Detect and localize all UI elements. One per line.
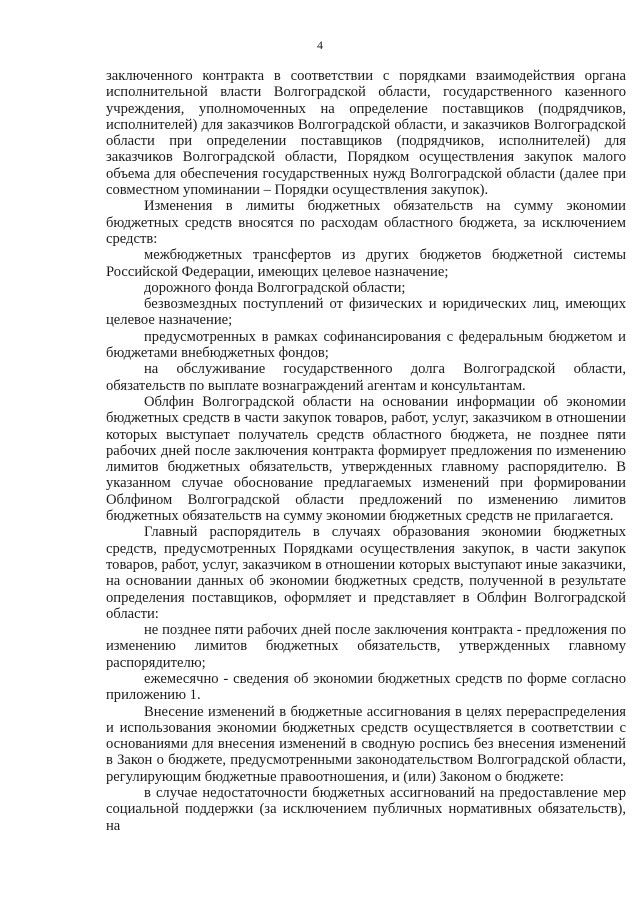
paragraph: Главный распорядитель в случаях образования экономии бюджетных средств, предусмотренных Порядками осуществления закупок, в части закупок товаров, работ, услуг, заказчиком в отношении которых выступают иные заказчики, на основании данных об экономии бюджетных средств, полученной в результате определения поставщиков, оформляет и представляет в Облфин Волгоградской области: [106,524,626,622]
paragraph: дорожного фонда Волгоградской области; [144,279,406,296]
paragraph: на обслуживание государственного долга Волгоградской области, обязательств по выплате вознаграждений агентам и консультантам. [106,361,626,394]
paragraph: Внесение изменений в бюджетные ассигнования в целях перераспределения и использования экономии бюджетных средств осуществляется в соответствии с основаниями для внесения изменений в сводную роспись без внесения изменений в Закон о бюджете, предусмотренными законодательством Волгоградской области, регулирующим бюджетные правоотношения, и (или) Законом о бюджете: [106,703,626,785]
paragraph: не позднее пяти рабочих дней после заключения контракта - предложения по изменению лимитов бюджетных обязательств, утвержденных главному распорядителю; [106,622,626,671]
paragraph: предусмотренных в рамках софинансирования с федеральным бюджетом и бюджетами внебюджетных фондов; [106,328,626,362]
page-number: 4 [317,38,323,52]
paragraph: межбюджетных трансфертов из других бюджетов бюджетной системы Российской Федерации, имеющих целевое назначение; [106,247,626,280]
paragraph: Облфин Волгоградской области на основании информации об экономии бюджетных средств в части закупок товаров, работ, услуг, заказчиком в отношении которых выступает получатель средств областного бюджета, не позднее пяти рабочих дней после заключения контракта формирует предложения по изменению лимитов бюджетных обязательств, утвержденных главному распорядителю. В указанном случае обоснование предлагаемых изменений при формировании Облфином Волгоградской области предложений по изменению лимитов бюджетных обязательств на сумму экономии бюджетных средств не прилагается. [106,393,626,525]
paragraph: Изменения в лимиты бюджетных обязательств на сумму экономии бюджетных средств вносятся по расходам областного бюджета, за исключением средств: [106,198,626,247]
paragraph: безвозмездных поступлений от физических и юридических лиц, имеющих целевое назначение; [106,296,626,329]
paragraph: ежемесячно - сведения об экономии бюджетных средств по форме согласно приложению 1. [106,670,626,704]
document-body [106,68,626,834]
paragraph: в случае недостаточности бюджетных ассигнований на предоставление мер социальной поддержки (за исключением публичных нормативных обязательств), на [106,785,626,834]
paragraph: заключенного контракта в соответствии с порядками взаимодействия органа исполнительной власти Волгоградской области, государственного казенного учреждения, уполномоченных на определение поставщиков (подрядчиков, исполнителей) для заказчиков Волгоградской области, и заказчиков Волгоградской области при определении поставщиков (подрядчиков, исполнителей) для заказчиков Волгоградской области, Порядком осуществления закупок малого объема для обеспечения государственных нужд Волгоградской области (далее при совместном упоминании – Порядки осуществления закупок). [106,68,626,199]
